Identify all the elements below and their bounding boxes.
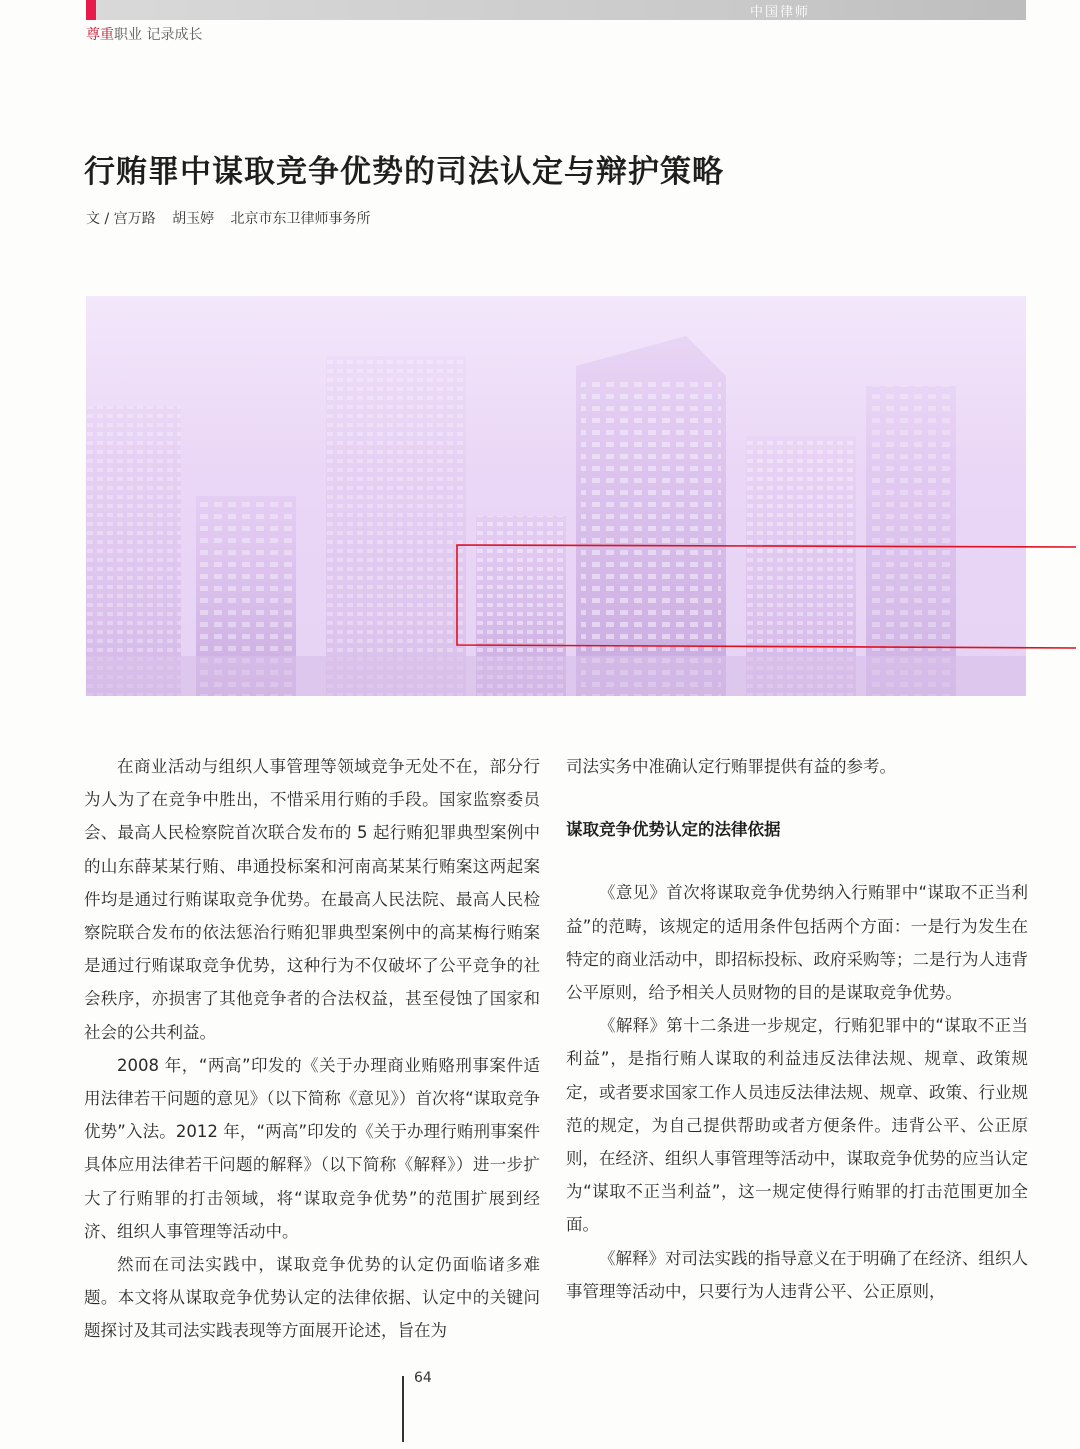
hero-image: [86, 296, 1026, 696]
left-paragraph-1: 在商业活动与组织人事管理等领域竞争无处不在，部分行为人为了在竞争中胜出，不惜采用行贿的手段。国家监察委员会、最高人民检察院首次联合发布的 5 起行贿犯罪典型案例中的山东薛某某行贿、串通投标案和河南高某某行贿案这两起案件均是通过行贿谋取竞争优势。在最高人民法院、最高人民检察院联合发布的依法惩治行贿犯罪典型案例中的高某梅行贿案是通过行贿谋取竞争优势，这种行为不仅破坏了公平竞争的社会秩序，亦损害了其他竞争者的合法权益，甚至侵蚀了国家和社会的公共利益。: [84, 757, 540, 1042]
byline: [86, 208, 383, 228]
right-column: [566, 750, 1028, 1308]
byline-firm: 北京市东卫律师事务所: [230, 211, 371, 227]
byline-author-1: 文 / 宫万路: [86, 211, 156, 227]
left-paragraph-3: 然而在司法实践中，谋取竞争优势的认定仍面临诸多难题。本文将从谋取竞争优势认定的法律依据、认定中的关键问题探讨及其司法实践表现等方面展开论述，旨在为: [84, 1255, 540, 1341]
right-paragraph-3: 《解释》对司法实践的指导意义在于明确了在经济、组织人事管理等活动中，只要行为人违背公平、公正原则，: [566, 1248, 1028, 1301]
city-skyline-illustration: [86, 296, 1026, 696]
section-heading: 谋取竞争优势认定的法律依据: [566, 820, 781, 840]
column-slogan: [86, 24, 202, 44]
magazine-mark: 中国律师: [749, 5, 810, 20]
page-number: 64: [414, 1370, 432, 1386]
right-continuation: 司法实务中准确认定行贿罪提供有益的参考。: [566, 757, 896, 776]
slogan-highlight: 尊重: [86, 27, 114, 43]
page-number-rule: [402, 1376, 404, 1442]
left-column: [84, 750, 540, 1348]
article-title: 行贿罪中谋取竞争优势的司法认定与辩护策略: [84, 154, 724, 190]
right-paragraph-2: 《解释》第十二条进一步规定，行贿犯罪中的“谋取不正当利益”，是指行贿人谋取的利益违反法律法规、规章、政策规定，或者要求国家工作人员违反法律法规、规章、政策、行业规范的规定，为自己提供帮助或者方便条件。违背公平、公正原则，在经济、组织人事管理等活动中，谋取竞争优势的应当认定为“谋取不正当利益”，这一规定使得行贿罪的打击范围更加全面。: [566, 1016, 1028, 1235]
slogan-rest: 职业 记录成长: [114, 27, 203, 43]
right-paragraph-1: 《意见》首次将谋取竞争优势纳入行贿罪中“谋取不正当利益”的范畴，该规定的适用条件包括两个方面：一是行为发生在特定的商业活动中，即招标投标、政府采购等；二是行为人违背公平原则，给予相关人员财物的目的是谋取竞争优势。: [566, 883, 1028, 1003]
byline-author-2: 胡玉婷: [172, 211, 215, 227]
left-paragraph-2: 2008 年，“两高”印发的《关于办理商业贿赂刑事案件适用法律若干问题的意见》（以下简称《意见》）首次将“谋取竞争优势”入法。2012 年，“两高”印发的《关于办理行贿刑事案件具体应用法律若干问题的解释》（以下简称《解释》）进一步扩大了行贿罪的打击领域，将“谋取竞争优势”的范围扩展到经济、组织人事管理等活动中。: [84, 1055, 540, 1241]
header-accent-bar: [86, 0, 96, 20]
header-band: [86, 0, 1026, 20]
